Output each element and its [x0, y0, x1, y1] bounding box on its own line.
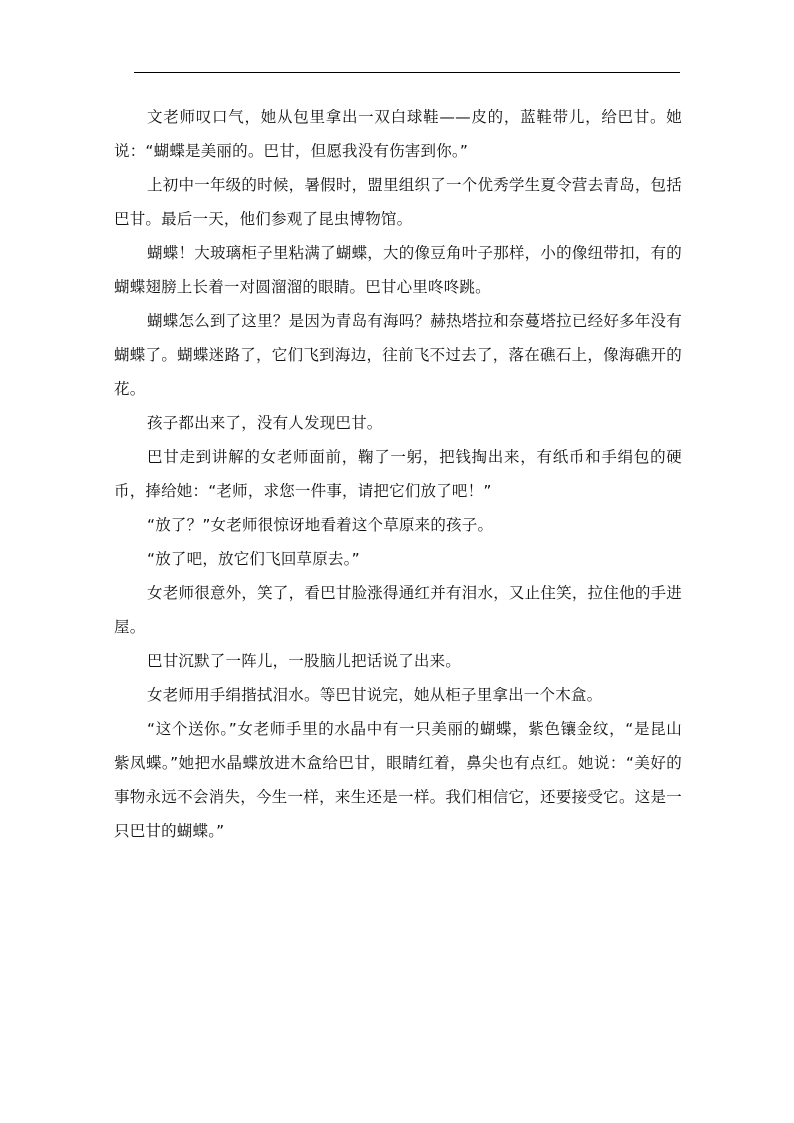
paragraph: “放了？”女老师很惊讶地看着这个草原来的孩子。: [147, 516, 494, 534]
paragraph: 女老师用手绢揩拭泪水。等巴甘说完，她从柜子里拿出一个木盒。: [147, 686, 603, 704]
paragraph: 巴甘沉默了一阵儿，一股脑儿把话说了出来。: [147, 652, 462, 670]
paragraph: 蝴蝶！大玻璃柜子里粘满了蝴蝶，大的像豆角叶子那样，小的像纽带扣，有的蝴蝶翅膀上长着一对圆溜溜的眼睛。巴甘心里咚咚跳。: [114, 244, 682, 296]
paragraph: 蝴蝶怎么到了这里？是因为青岛有海吗？赫热塔拉和奈蔓塔拉已经好多年没有蝴蝶了。蝴蝶迷路了，它们飞到海边，往前飞不过去了，落在礁石上，像海礁开的花。: [114, 312, 682, 398]
paragraph: 孩子都出来了，没有人发现巴甘。: [147, 414, 383, 432]
paragraph: 巴甘走到讲解的女老师面前，鞠了一躬，把钱掏出来，有纸币和手绢包的硬币，捧给她：“老师，求您一件事，请把它们放了吧！”: [114, 448, 682, 500]
header-rule: [134, 72, 680, 73]
paragraph: “这个送你。”女老师手里的水晶中有一只美丽的蝴蝶，紫色镶金纹，“是昆山紫凤蝶。”她把水晶蝶放进木盒给巴甘，眼睛红着，鼻尖也有点红。她说：“美好的事物永远不会消失，今生一样，来生还是一样。我们相信它，还要接受它。这是一只巴甘的蝴蝶。”: [114, 720, 682, 840]
paragraph: 文老师叹口气，她从包里拿出一双白球鞋——皮的，蓝鞋带儿，给巴甘。她说：“蝴蝶是美丽的。巴甘，但愿我没有伤害到你。”: [114, 108, 682, 160]
paragraph: 女老师很意外，笑了，看巴甘脸涨得通红并有泪水，又止住笑，拉住他的手进屋。: [114, 584, 682, 636]
paragraph: 上初中一年级的时候，暑假时，盟里组织了一个优秀学生夏令营去青岛，包括巴甘。最后一天，他们参观了昆虫博物馆。: [114, 176, 682, 228]
paragraph: “放了吧，放它们飞回草原去。”: [147, 550, 360, 568]
document-body: [114, 100, 682, 848]
